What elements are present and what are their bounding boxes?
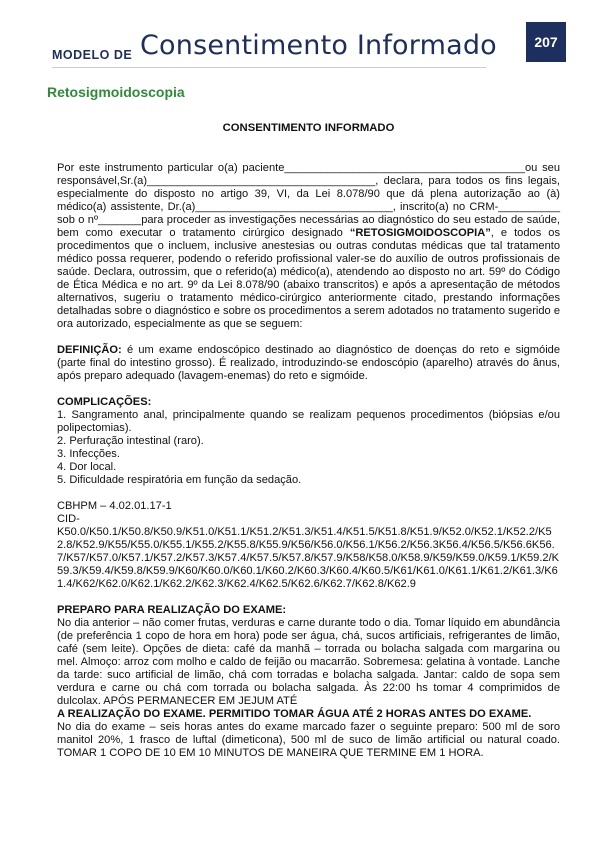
definition-paragraph bbox=[57, 344, 560, 383]
procedure-name: “RETOSIGMOIDOSCOPIA” bbox=[349, 227, 491, 239]
document-body bbox=[57, 122, 560, 760]
prep-bold-text: A REALIZAÇÃO DO EXAME. PERMITIDO TOMAR ÁGUA ATÉ 2 HORAS ANTES DO EXAME. bbox=[57, 708, 532, 720]
list-item: 3. Infecções. bbox=[57, 448, 120, 460]
intro-text-2: , e todos os procedimentos que o incluem, inclusive anestesias ou outras condutas médicas que tal tratamento médico possa requerer, podendo o referido profissional valer-se do auxílio de outros profissionais de saúde. Declara, outrossim, que o referido(a) médico(a), atendendo ao disposto no art. 59º do Código de Ética Médica e no art. 9º da Lei 8.078/90 (abaixo transcritos) e após a apresentação de métodos alternativos, sugeriu o tratamento médico-cirúrgico anteriormente citado, prestando informações detalhadas sobre o diagnóstico e sobre os procedimentos a serem adotados no tratamento sugerido e ora autorizado, especialmente as que se seguem: bbox=[57, 227, 560, 330]
list-item: 4. Dor local. bbox=[57, 461, 117, 473]
header-divider bbox=[52, 67, 486, 68]
prep-label: PREPARO PARA REALIZAÇÃO DO EXAME: bbox=[57, 604, 287, 616]
document-heading: CONSENTIMENTO INFORMADO bbox=[222, 122, 395, 134]
list-item: 5. Dificuldade respiratória em função da sedação. bbox=[57, 474, 302, 486]
intro-paragraph bbox=[57, 162, 560, 331]
section-title: Retosigmoidoscopia bbox=[47, 84, 185, 100]
prep-text: No dia anterior – não comer frutas, verduras e carne durante todo o dia. Tomar líquido em abundância (de preferência 1 copo de hora em hora) pode ser água, chá, sucos artificiais, refrigerantes de limão, café (sem leite). Opções de dieta: café da manhã – torrada ou bolacha salgada com margarina ou mel. Almoço: arroz com molho e caldo de feijão ou macarrão. Sobremesa: gelatina à vontade. Lanche da tarde: suco artificial de limão, chá com torradas e bolacha salgada. Jantar: caldo de sopa sem verdura e carne ou chá com torrada ou bolacha salgada. Às 22:00 hs tomar 4 comprimidos de dulcolax. APÓS PERMANECER EM JEJUM ATÉ bbox=[57, 617, 560, 707]
exam-day-text: No dia do exame – seis horas antes do exame marcado fazer o seguinte preparo: 500 ml de soro manitol 20%, 1 frasco de luftal (dimeticona), 500 ml de suco de limão artificial ou natural coado. TOMAR 1 COPO DE 10 EM 10 MINUTOS DE MANEIRA QUE TERMINE EM 1 HORA. bbox=[57, 721, 560, 759]
list-item: 2. Perfuração intestinal (raro). bbox=[57, 435, 204, 447]
header-prefix: MODELO DE bbox=[52, 48, 133, 62]
page-number-badge: 207 bbox=[526, 22, 566, 62]
complications-label: COMPLICAÇÕES: bbox=[57, 396, 152, 408]
header-title: Consentimento Informado bbox=[140, 30, 497, 61]
definition-label: DEFINIÇÃO: bbox=[57, 344, 122, 356]
list-item: 1. Sangramento anal, principalmente quando se realizam pequenos procedimentos (biópsias e/ou polipectomias). bbox=[57, 409, 560, 434]
cbhpm-code: CBHPM – 4.02.01.17-1 bbox=[57, 500, 172, 512]
page-header bbox=[52, 30, 582, 70]
cid-codes: K50.0/K50.1/K50.8/K50.9/K51.0/K51.1/K51.2/K51.3/K51.4/K51.5/K51.8/K51.9/K52.0/K52.1/K52.2/K52.8/K52.9/K55/K55.0/K55.1/K55.2/K55.8/K55.9/K56/K56.0/K56.1/K56.2/K56.3K56.4/K56.5/K56.6K56.7/K57/K57.0/K57.1/K57.2/K57.3/K57.4/K57.5/K57.8/K57.9/K58/K58.0/K58.9/K59/K59.0/K59.1/K59.2/K59.3/K59.4/K59.8/K59.9/K60/K60.0/K60.1/K60.2/K60.3/K60.4/K60.5/K61/K61.0/K61.1/K61.2/K61.3/K61.4/K62/K62.0/K62.1/K62.2/K62.3/K62.4/K62.5/K62.6/K62.7/K62.8/K62.9 bbox=[57, 526, 560, 590]
cid-label: CID- bbox=[57, 513, 80, 525]
definition-text: é um exame endoscópico destinado ao diagnóstico de doenças do reto e sigmóide (parte final do intestino grosso). É realizado, introduzindo-se endoscópio (aparelho) através do ânus, após preparo adequado (lavagem-enemas) do reto e sigmóide. bbox=[57, 344, 560, 382]
intro-text-1: Por este instrumento particular o(a) paciente_______________________________________ou seu responsável,Sr.(a)_____________________________________, declara, para todos os fins legais, especialmente do disposto no artigo 39, VI, da Lei 8.078/90 que dá plena autorização ao (à) médico(a) assistente, Dr.(a)________________________________, inscrito(a) no CRM-__________ sob o nº_______para proceder as investigações necessárias ao diagnóstico do seu estado de saúde, bem como executar o tratamento cirúrgico designado bbox=[57, 162, 560, 239]
